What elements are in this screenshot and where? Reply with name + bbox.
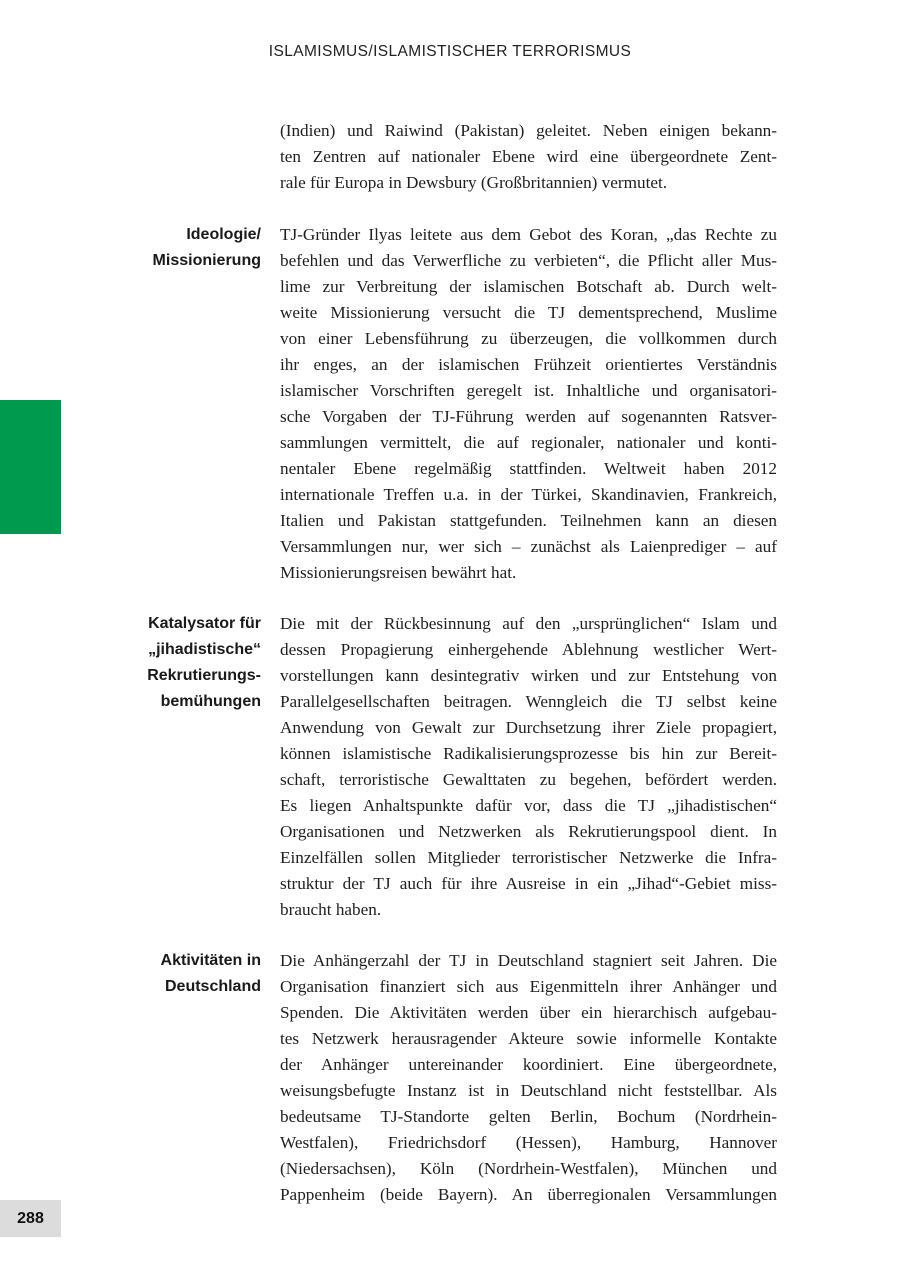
text-line: Es liegen Anhaltspunkte dafür vor, dass die TJ „jihadistischen“: [280, 796, 777, 815]
running-header: ISLAMISMUS/ISLAMISTISCHER TERRORISMUS: [268, 43, 632, 60]
text-line: Westfalen), Friedrichsdorf (Hessen), Hamburg, Hannover: [280, 1133, 777, 1152]
text-line: ihr enges, an der islamischen Frühzeit orientiertes Verständnis: [280, 355, 777, 374]
text-line: braucht haben.: [280, 900, 382, 919]
text-line: TJ-Gründer Ilyas leitete aus dem Gebot des Koran, „das Rechte zu: [280, 225, 777, 244]
paragraph-aktivitaeten: [280, 948, 777, 1208]
text-line: Einzelfällen sollen Mitglieder terroristischer Netzwerke die Infra-: [280, 848, 777, 867]
side-heading-line: Deutschland: [164, 978, 261, 995]
text-line: weisungsbefugte Instanz ist in Deutschland nicht feststellbar. Als: [280, 1081, 777, 1100]
side-heading-line: Ideologie/: [186, 226, 261, 243]
text-line: sammlungen vermittelt, die auf regionaler, nationaler und konti-: [280, 433, 777, 452]
text-line: Missionierungsreisen bewährt hat.: [280, 563, 517, 582]
text-line: der Anhänger untereinander koordiniert. Eine übergeordnete,: [280, 1055, 777, 1074]
text-line: Die mit der Rückbesinnung auf den „ursprünglichen“ Islam und: [280, 614, 777, 633]
text-line: Pappenheim (beide Bayern). An überregionalen Versammlungen: [280, 1185, 777, 1204]
text-line: Organisation finanziert sich aus Eigenmitteln ihrer Anhänger und: [280, 977, 777, 996]
text-line: Parallelgesellschaften beitragen. Wenngleich die TJ selbst keine: [280, 692, 777, 711]
side-heading-aktivitaeten: [91, 948, 261, 1000]
text-line: (Indien) und Raiwind (Pakistan) geleitet. Neben einigen bekann-: [280, 121, 777, 140]
side-heading-katalysator: [91, 611, 261, 715]
side-heading-ideologie: [91, 222, 261, 274]
side-heading-line: „jihadistische“: [148, 641, 261, 658]
text-line: Die Anhängerzahl der TJ in Deutschland stagniert seit Jahren. Die: [280, 951, 777, 970]
side-heading-line: Missionierung: [152, 252, 261, 269]
text-line: vorstellungen kann desintegrativ wirken und zur Entstehung von: [280, 666, 777, 685]
text-line: struktur der TJ auch für ihre Ausreise in ein „Jihad“-Gebiet miss-: [280, 874, 777, 893]
page-number: 288: [0, 1200, 61, 1237]
paragraph-katalysator: [280, 611, 777, 923]
text-line: Spenden. Die Aktivitäten werden über ein hierarchisch aufgebau-: [280, 1003, 777, 1022]
paragraph-continuation: [280, 118, 777, 196]
text-line: weite Missionierung versucht die TJ dementsprechend, Muslime: [280, 303, 777, 322]
text-line: von einer Lebensführung zu überzeugen, die vollkommen durch: [280, 329, 777, 348]
side-heading-line: bemühungen: [160, 693, 261, 710]
text-line: Organisationen und Netzwerken als Rekrutierungspool dient. In: [280, 822, 777, 841]
text-line: schaft, terroristische Gewalttaten zu begehen, befördert werden.: [280, 770, 777, 789]
text-line: islamischer Vorschriften geregelt ist. Inhaltliche und organisatori-: [280, 381, 777, 400]
side-heading-line: Katalysator für: [148, 615, 261, 632]
text-line: nentaler Ebene regelmäßig stattfinden. Weltweit haben 2012: [280, 459, 777, 478]
text-line: Italien und Pakistan stattgefunden. Teilnehmen kann an diesen: [280, 511, 777, 530]
text-line: Versammlungen nur, wer sich – zunächst als Laienprediger – auf: [280, 537, 777, 556]
text-line: lime zur Verbreitung der islamischen Botschaft ab. Durch welt-: [280, 277, 777, 296]
text-line: tes Netzwerk herausragender Akteure sowie informelle Kontakte: [280, 1029, 777, 1048]
side-heading-line: Aktivitäten in: [160, 952, 261, 969]
text-line: Anwendung von Gewalt zur Durchsetzung ihrer Ziele propagiert,: [280, 718, 777, 737]
text-line: befehlen und das Verwerfliche zu verbieten“, die Pflicht aller Mus-: [280, 251, 777, 270]
side-heading-line: Rekrutierungs-: [147, 667, 261, 684]
text-line: können islamistische Radikalisierungsprozesse bis hin zur Bereit-: [280, 744, 777, 763]
text-line: bedeutsame TJ-Standorte gelten Berlin, Bochum (Nordrhein-: [280, 1107, 777, 1126]
paragraph-ideologie: [280, 222, 777, 586]
text-line: ten Zentren auf nationaler Ebene wird eine übergeordnete Zent-: [280, 147, 777, 166]
text-line: sche Vorgaben der TJ-Führung werden auf sogenannten Ratsver-: [280, 407, 777, 426]
text-line: rale für Europa in Dewsbury (Großbritannien) vermutet.: [280, 173, 668, 192]
text-line: dessen Propagierung einhergehende Ablehnung westlicher Wert-: [280, 640, 777, 659]
text-line: (Niedersachsen), Köln (Nordrhein-Westfalen), München und: [280, 1159, 777, 1178]
text-line: internationale Treffen u.a. in der Türkei, Skandinavien, Frankreich,: [280, 485, 777, 504]
chapter-color-tab: [0, 400, 61, 534]
